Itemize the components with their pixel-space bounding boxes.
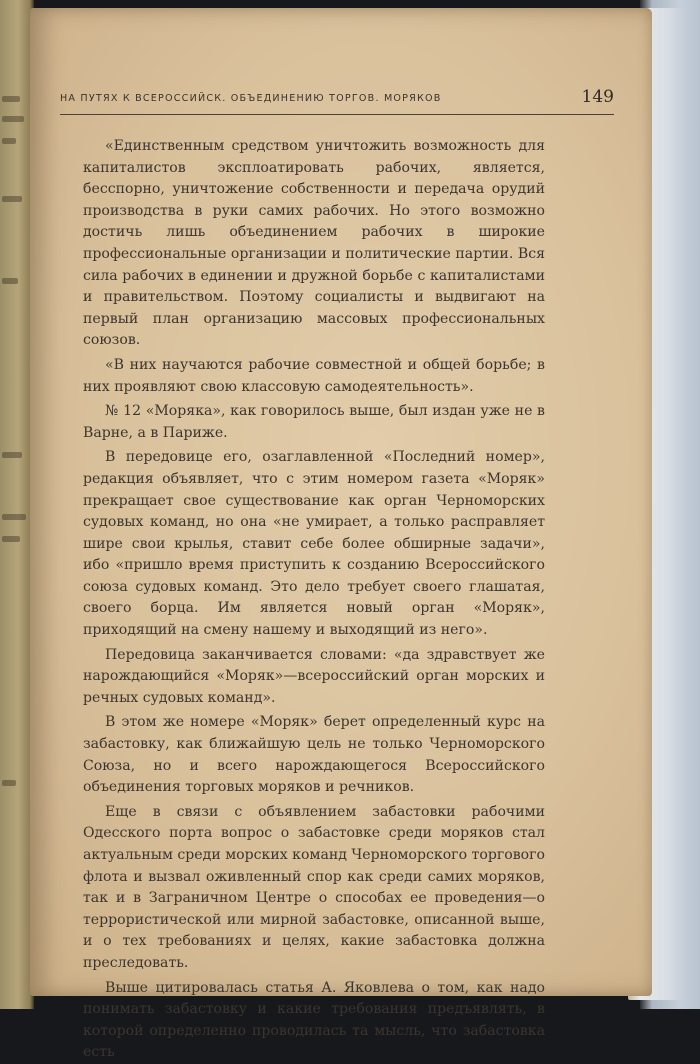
paragraph: Выше цитировалась статья А. Яковлева о том, как надо понимать забастовку и какие требования предъявлять, в которой определенно проводилась та мысль, что забастовка есть [83,979,545,1061]
facing-page-text-fragment [2,116,24,122]
facing-page-text-fragment [2,278,18,284]
facing-page-text-fragment [2,536,20,542]
paragraph: «В них научаются рабочие совместной и общей борьбе; в них проявляют свою классовую самодеятельность». [83,356,545,395]
facing-page-text-fragment [2,514,26,520]
body-text [83,136,545,1064]
facing-page-text-fragment [2,452,22,458]
facing-page-edge [0,0,34,1009]
page-number: 149 [581,87,614,107]
paragraph: № 12 «Моряка», как говорилось выше, был издан уже не в Варне, а в Париже. [83,403,545,441]
paragraph: В этом же номере «Моряк» берет определенный курс на забастовку, как ближайшую цель не только Черноморского Союза, но и всего нарождающегося Всероссийского объединения торговых моряков и речников. [83,714,545,796]
book-page [30,8,652,1061]
paragraph: «Единственным средством уничтожить возможность для капиталистов эксплоатировать рабочих, является, бесспорно, уничтожение собственности и передача орудий производства в руки самих рабочих. Но этого возможно достичь лишь объединением рабочих в широкие профессиональные организации и политические партии. Вся сила рабочих в единении и дружной борьбе с капиталистами и правительством. Поэтому социалисты и выдвигают на первый план организацию массовых профессиональных союзов. [83,138,545,349]
facing-page-text-fragment [2,96,20,102]
paragraph: Еще в связи с объявлением забастовки рабочими Одесского порта вопрос о забастовке среди моряков стал актуальным среди морских команд Черноморского торгового флота и вызвал оживленный спор как среди самих моряков, так и в Заграничном Центре о способах ее проведения—о террористической или мирной забастовке, описанной выше, и о тех требованиях и целях, какие забастовка должна преследовать. [83,803,545,971]
facing-page-text-fragment [2,780,16,786]
facing-page-text-fragment [2,138,16,144]
running-header [60,84,614,115]
running-head-title: НА ПУТЯХ К ВСЕРОССИЙСК. ОБЪЕДИНЕНИЮ ТОРГОВ. МОРЯКОВ [60,93,442,104]
paragraph: В передовице его, озаглавленной «Последний номер», редакция объявляет, что с этим номером газета «Моряк» прекращает свое существование как орган Черноморских судовых команд, но она «не умирает, а только распрaвляет шире свои крылья, ставит себе более обширные задачи», ибо «пришло время приступить к созданию Всероссийского союза судовых команд. Это дело требует своего глашатая, своего борца. Им является новый орган «Моряк», приходящий на смену нашему и выходящий из него». [83,449,545,639]
paragraph: Передовица заканчивается словами: «да здравствует же нарождающийся «Моряк»—всероссийский орган морских и речных судовых команд». [83,646,545,706]
facing-page-text-fragment [2,196,22,202]
